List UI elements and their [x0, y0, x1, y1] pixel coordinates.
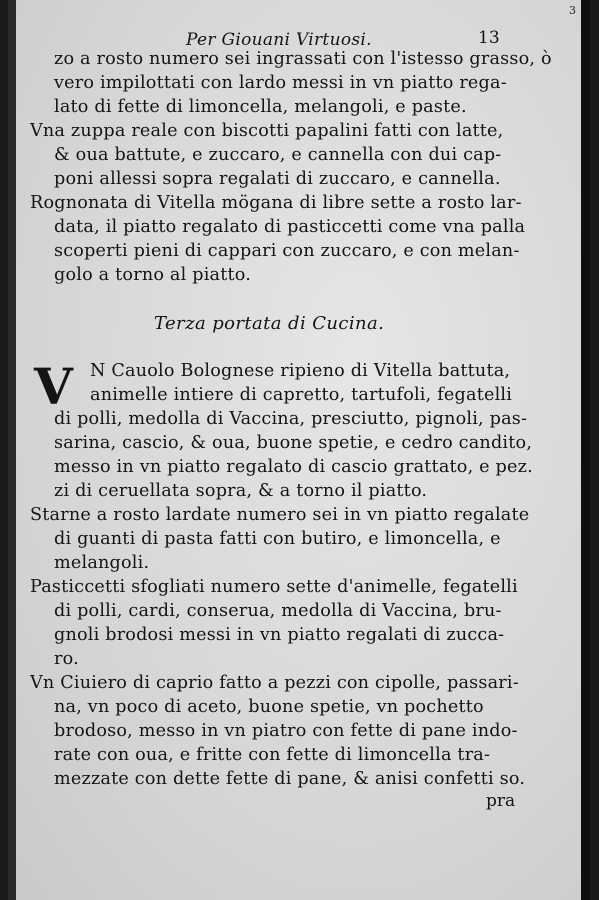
running-head: Per Giouani Virtuosi.	[186, 30, 372, 50]
text-line: animelle intiere di capretto, tartufoli, fegatelli	[90, 385, 513, 405]
text-line: vero impilottati con lardo messi in vn piatto rega-	[54, 73, 507, 93]
text-line: data, il piatto regalato di pasticcetti come vna palla	[54, 217, 526, 237]
text-line: Vn Ciuiero di caprio fatto a pezzi con cipolle, passari-	[30, 673, 519, 693]
text-line: lato di fette di limoncella, melangoli, e paste.	[54, 97, 467, 117]
text-line: di polli, medolla di Vaccina, presciutto, pignoli, pas-	[54, 409, 528, 429]
catchword: pra	[486, 791, 516, 811]
corner-mark: 3	[569, 4, 576, 17]
text-line: scoperti pieni di cappari con zuccaro, e con melan-	[54, 241, 520, 261]
text-line: zi di ceruellata sopra, & a torno il piatto.	[54, 481, 428, 501]
text-line: ro.	[54, 649, 79, 669]
page-gutter-shadow	[8, 0, 16, 900]
text-line: di guanti di pasta fatti con butiro, e limoncella, e	[54, 529, 501, 549]
text-line: sarina, cascio, & oua, buone spetie, e cedro candito,	[54, 433, 533, 453]
text-line: di polli, cardi, conserua, medolla di Vaccina, bru-	[54, 601, 502, 621]
page-number: 13	[478, 28, 500, 48]
section-title: Terza portata di Cucina.	[154, 313, 385, 334]
drop-cap: V	[34, 357, 73, 416]
text-line: golo a torno al piatto.	[54, 265, 252, 285]
page-header	[8, 28, 590, 50]
text-line: Vna zuppa reale con biscotti papalini fatti con latte,	[30, 121, 504, 141]
text-line: gnoli brodosi messi in vn piatto regalati di zucca-	[54, 625, 505, 645]
text-line: messo in vn piatto regalato di cascio grattato, e pez.	[54, 457, 533, 477]
text-line: brodoso, messo in vn piatro con fette di pane indo-	[54, 721, 518, 741]
book-page	[8, 0, 590, 900]
page-edge-shadow	[581, 0, 590, 900]
text-line: rate con oua, e fritte con fette di limoncella tra-	[54, 745, 491, 765]
text-line: N Cauolo Bolognese ripieno di Vitella battuta,	[90, 361, 511, 381]
text-line: melangoli.	[54, 553, 150, 573]
text-line: mezzate con dette fette di pane, & anisi confetti so.	[54, 769, 526, 789]
text-line: poni allessi sopra regalati di zuccaro, e cannella.	[54, 169, 501, 189]
text-line: Rognonata di Vitella mögana di libre sette a rosto lar-	[30, 193, 522, 213]
text-line: & oua battute, e zuccaro, e cannella con dui cap-	[54, 145, 502, 165]
text-line: na, vn poco di aceto, buone spetie, vn pochetto	[54, 697, 484, 717]
text-line: Starne a rosto lardate numero sei in vn piatto regalate	[30, 505, 530, 525]
text-line: zo a rosto numero sei ingrassati con l'istesso grasso, ò	[54, 49, 552, 69]
text-line: Pasticcetti sfogliati numero sette d'animelle, fegatelli	[30, 577, 518, 597]
